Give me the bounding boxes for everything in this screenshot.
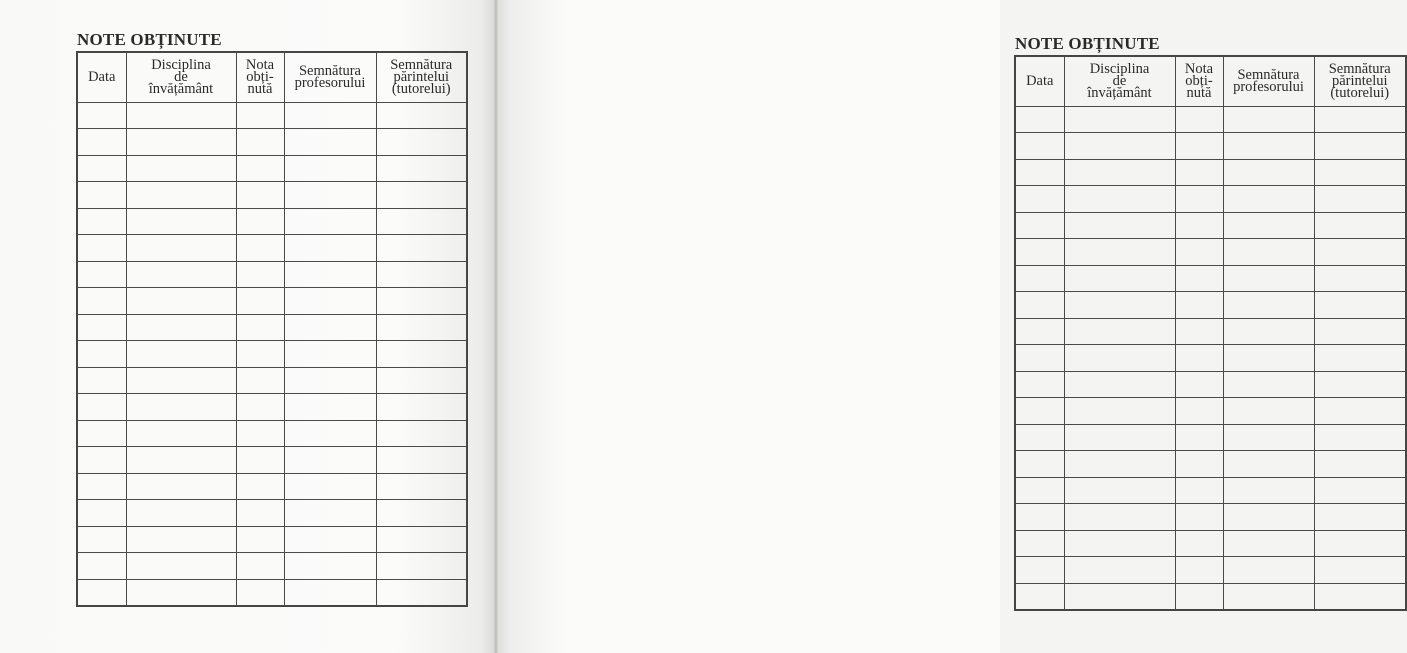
subject-cell[interactable] xyxy=(1064,424,1175,451)
parent-signature-cell[interactable] xyxy=(376,526,467,553)
column-header-subject xyxy=(126,52,236,102)
subject-cell[interactable] xyxy=(1064,477,1175,504)
header-line: Nota xyxy=(245,57,275,74)
date-cell[interactable] xyxy=(77,579,126,606)
grade-cell[interactable] xyxy=(1175,451,1223,478)
date-cell[interactable] xyxy=(77,102,126,129)
column-header-parent-signature xyxy=(376,52,467,102)
grade-cell[interactable] xyxy=(236,420,284,447)
date-cell[interactable] xyxy=(77,394,126,421)
column-header-teacher-signature xyxy=(284,52,376,102)
table-row xyxy=(1015,398,1406,425)
subject-cell[interactable] xyxy=(1064,212,1175,239)
table-row xyxy=(77,394,467,421)
date-cell[interactable] xyxy=(77,182,126,209)
teacher-signature-cell[interactable] xyxy=(1223,265,1314,292)
subject-cell[interactable] xyxy=(1064,292,1175,319)
grade-cell[interactable] xyxy=(236,553,284,580)
date-cell[interactable] xyxy=(1015,318,1064,345)
parent-signature-cell[interactable] xyxy=(376,129,467,156)
parent-signature-cell[interactable] xyxy=(376,420,467,447)
date-cell[interactable] xyxy=(77,208,126,235)
teacher-signature-cell[interactable] xyxy=(284,526,376,553)
subject-cell[interactable] xyxy=(126,394,236,421)
teacher-signature-cell[interactable] xyxy=(284,208,376,235)
teacher-signature-cell[interactable] xyxy=(1223,530,1314,557)
table-row xyxy=(1015,239,1406,266)
page-title: NOTE OBȚINUTE xyxy=(1015,34,1160,53)
grade-cell[interactable] xyxy=(236,341,284,368)
date-cell[interactable] xyxy=(1015,451,1064,478)
subject-cell[interactable] xyxy=(1064,557,1175,584)
teacher-signature-cell[interactable] xyxy=(1223,186,1314,213)
table-row xyxy=(77,129,467,156)
parent-signature-cell[interactable] xyxy=(376,314,467,341)
parent-signature-cell[interactable] xyxy=(1314,159,1406,186)
date-cell[interactable] xyxy=(1015,477,1064,504)
table-row xyxy=(1015,424,1406,451)
column-header-date xyxy=(77,52,126,102)
header-line: nută xyxy=(247,81,273,98)
column-header-subject xyxy=(1064,56,1175,106)
date-cell[interactable] xyxy=(77,341,126,368)
header-line: Semnătura xyxy=(298,63,361,80)
column-header-parent-signature xyxy=(1314,56,1406,106)
table-row xyxy=(1015,292,1406,319)
teacher-signature-cell[interactable] xyxy=(284,394,376,421)
date-cell[interactable] xyxy=(1015,557,1064,584)
parent-signature-cell[interactable] xyxy=(1314,583,1406,610)
left-page xyxy=(0,0,496,653)
date-cell[interactable] xyxy=(1015,159,1064,186)
parent-signature-cell[interactable] xyxy=(1314,212,1406,239)
grade-cell[interactable] xyxy=(236,155,284,182)
teacher-signature-cell[interactable] xyxy=(1223,477,1314,504)
date-cell[interactable] xyxy=(77,367,126,394)
parent-signature-cell[interactable] xyxy=(376,155,467,182)
date-cell[interactable] xyxy=(1015,583,1064,610)
parent-signature-cell[interactable] xyxy=(1314,424,1406,451)
table-header-row xyxy=(77,52,467,102)
grade-cell[interactable] xyxy=(236,394,284,421)
subject-cell[interactable] xyxy=(126,155,236,182)
table-row xyxy=(77,367,467,394)
grade-cell[interactable] xyxy=(236,367,284,394)
grade-cell[interactable] xyxy=(236,102,284,129)
date-cell[interactable] xyxy=(1015,345,1064,372)
parent-signature-cell[interactable] xyxy=(1314,345,1406,372)
parent-signature-cell[interactable] xyxy=(1314,133,1406,160)
table-row xyxy=(77,341,467,368)
date-cell[interactable] xyxy=(77,314,126,341)
teacher-signature-cell[interactable] xyxy=(284,500,376,527)
date-cell[interactable] xyxy=(1015,292,1064,319)
subject-cell[interactable] xyxy=(1064,186,1175,213)
table-header-row xyxy=(1015,56,1406,106)
subject-cell[interactable] xyxy=(1064,318,1175,345)
subject-cell[interactable] xyxy=(1064,239,1175,266)
subject-cell[interactable] xyxy=(1064,504,1175,531)
table-row xyxy=(77,447,467,474)
header-line: părintelui xyxy=(393,69,450,86)
subject-cell[interactable] xyxy=(126,553,236,580)
parent-signature-cell[interactable] xyxy=(376,102,467,129)
grade-cell[interactable] xyxy=(1175,265,1223,292)
table-row xyxy=(1015,159,1406,186)
header-line: profesorului xyxy=(294,75,366,92)
parent-signature-cell[interactable] xyxy=(376,208,467,235)
table-row xyxy=(77,473,467,500)
teacher-signature-cell[interactable] xyxy=(284,367,376,394)
date-cell[interactable] xyxy=(77,500,126,527)
parent-signature-cell[interactable] xyxy=(376,473,467,500)
header-line: obți- xyxy=(246,69,274,86)
header-line: nută xyxy=(1186,85,1212,102)
teacher-signature-cell[interactable] xyxy=(1223,371,1314,398)
parent-signature-cell[interactable] xyxy=(376,288,467,315)
table-row xyxy=(77,208,467,235)
date-cell[interactable] xyxy=(77,155,126,182)
teacher-signature-cell[interactable] xyxy=(284,155,376,182)
date-cell[interactable] xyxy=(1015,133,1064,160)
table-row xyxy=(1015,504,1406,531)
subject-cell[interactable] xyxy=(126,102,236,129)
parent-signature-cell[interactable] xyxy=(1314,292,1406,319)
date-cell[interactable] xyxy=(1015,265,1064,292)
table-row xyxy=(1015,212,1406,239)
teacher-signature-cell[interactable] xyxy=(1223,345,1314,372)
subject-cell[interactable] xyxy=(1064,133,1175,160)
subject-cell[interactable] xyxy=(126,579,236,606)
page-title: NOTE OBȚINUTE xyxy=(77,30,222,49)
table-row xyxy=(77,500,467,527)
grade-cell[interactable] xyxy=(1175,292,1223,319)
grade-cell[interactable] xyxy=(1175,186,1223,213)
table-row xyxy=(1015,265,1406,292)
date-cell[interactable] xyxy=(77,235,126,262)
header-line: (tutorelui) xyxy=(1330,85,1390,102)
teacher-signature-cell[interactable] xyxy=(1223,106,1314,133)
teacher-signature-cell[interactable] xyxy=(1223,212,1314,239)
table-row xyxy=(77,102,467,129)
header-line: profesorului xyxy=(1233,79,1304,96)
subject-cell[interactable] xyxy=(126,367,236,394)
grade-cell[interactable] xyxy=(236,526,284,553)
subject-cell[interactable] xyxy=(1064,398,1175,425)
teacher-signature-cell[interactable] xyxy=(1223,424,1314,451)
parent-signature-cell[interactable] xyxy=(1314,398,1406,425)
subject-cell[interactable] xyxy=(126,526,236,553)
parent-signature-cell[interactable] xyxy=(376,261,467,288)
subject-cell[interactable] xyxy=(1064,265,1175,292)
grade-cell[interactable] xyxy=(1175,557,1223,584)
subject-cell[interactable] xyxy=(126,473,236,500)
grades-table xyxy=(1014,55,1407,611)
table-row xyxy=(77,235,467,262)
table-row xyxy=(77,314,467,341)
subject-cell[interactable] xyxy=(126,235,236,262)
teacher-signature-cell[interactable] xyxy=(284,288,376,315)
table-row xyxy=(1015,106,1406,133)
table-row xyxy=(1015,557,1406,584)
date-cell[interactable] xyxy=(1015,504,1064,531)
parent-signature-cell[interactable] xyxy=(376,367,467,394)
parent-signature-cell[interactable] xyxy=(376,182,467,209)
grade-cell[interactable] xyxy=(1175,504,1223,531)
grade-cell[interactable] xyxy=(236,208,284,235)
parent-signature-cell[interactable] xyxy=(376,579,467,606)
column-header-grade xyxy=(1175,56,1223,106)
parent-signature-cell[interactable] xyxy=(376,394,467,421)
subject-cell[interactable] xyxy=(1064,451,1175,478)
table-body xyxy=(77,102,467,606)
date-cell[interactable] xyxy=(1015,398,1064,425)
subject-cell[interactable] xyxy=(126,129,236,156)
teacher-signature-cell[interactable] xyxy=(284,129,376,156)
teacher-signature-cell[interactable] xyxy=(284,447,376,474)
date-cell[interactable] xyxy=(77,473,126,500)
date-cell[interactable] xyxy=(1015,239,1064,266)
grade-cell[interactable] xyxy=(1175,424,1223,451)
column-header-teacher-signature xyxy=(1223,56,1314,106)
date-cell[interactable] xyxy=(77,261,126,288)
subject-cell[interactable] xyxy=(126,500,236,527)
grade-cell[interactable] xyxy=(236,261,284,288)
parent-signature-cell[interactable] xyxy=(1314,318,1406,345)
grade-cell[interactable] xyxy=(1175,318,1223,345)
header-line: Data xyxy=(1026,73,1054,90)
parent-signature-cell[interactable] xyxy=(1314,557,1406,584)
subject-cell[interactable] xyxy=(126,261,236,288)
teacher-signature-cell[interactable] xyxy=(1223,398,1314,425)
teacher-signature-cell[interactable] xyxy=(284,314,376,341)
teacher-signature-cell[interactable] xyxy=(1223,133,1314,160)
subject-cell[interactable] xyxy=(1064,345,1175,372)
grade-cell[interactable] xyxy=(1175,239,1223,266)
teacher-signature-cell[interactable] xyxy=(1223,239,1314,266)
teacher-signature-cell[interactable] xyxy=(1223,318,1314,345)
teacher-signature-cell[interactable] xyxy=(1223,504,1314,531)
grade-cell[interactable] xyxy=(236,447,284,474)
parent-signature-cell[interactable] xyxy=(376,553,467,580)
date-cell[interactable] xyxy=(77,129,126,156)
teacher-signature-cell[interactable] xyxy=(284,235,376,262)
teacher-signature-cell[interactable] xyxy=(1223,451,1314,478)
date-cell[interactable] xyxy=(1015,106,1064,133)
date-cell[interactable] xyxy=(77,288,126,315)
teacher-signature-cell[interactable] xyxy=(284,420,376,447)
column-header-grade xyxy=(236,52,284,102)
parent-signature-cell[interactable] xyxy=(1314,106,1406,133)
table-row xyxy=(77,579,467,606)
grade-cell[interactable] xyxy=(1175,212,1223,239)
subject-cell[interactable] xyxy=(126,208,236,235)
subject-cell[interactable] xyxy=(1064,106,1175,133)
right-page xyxy=(496,0,1391,653)
table-body xyxy=(1015,106,1406,610)
teacher-signature-cell[interactable] xyxy=(1223,583,1314,610)
table-row xyxy=(77,155,467,182)
date-cell[interactable] xyxy=(77,526,126,553)
table-row xyxy=(1015,133,1406,160)
date-cell[interactable] xyxy=(1015,530,1064,557)
table-row xyxy=(1015,583,1406,610)
teacher-signature-cell[interactable] xyxy=(1223,557,1314,584)
header-line: Semnătura xyxy=(1237,67,1300,84)
table-row xyxy=(77,182,467,209)
table-row xyxy=(1015,318,1406,345)
grade-cell[interactable] xyxy=(1175,106,1223,133)
date-cell[interactable] xyxy=(1015,371,1064,398)
parent-signature-cell[interactable] xyxy=(1314,530,1406,557)
table-row xyxy=(1015,451,1406,478)
teacher-signature-cell[interactable] xyxy=(284,182,376,209)
table-row xyxy=(1015,530,1406,557)
teacher-signature-cell[interactable] xyxy=(1223,159,1314,186)
table-row xyxy=(1015,371,1406,398)
subject-cell[interactable] xyxy=(126,314,236,341)
subject-cell[interactable] xyxy=(1064,371,1175,398)
date-cell[interactable] xyxy=(1015,212,1064,239)
teacher-signature-cell[interactable] xyxy=(284,553,376,580)
grade-cell[interactable] xyxy=(1175,583,1223,610)
header-line: Semnătura xyxy=(1328,61,1391,78)
header-line: Disciplina xyxy=(1089,61,1150,78)
header-line: Data xyxy=(88,69,116,86)
parent-signature-cell[interactable] xyxy=(376,341,467,368)
grade-cell[interactable] xyxy=(236,500,284,527)
teacher-signature-cell[interactable] xyxy=(284,261,376,288)
date-cell[interactable] xyxy=(77,447,126,474)
parent-signature-cell[interactable] xyxy=(376,235,467,262)
parent-signature-cell[interactable] xyxy=(376,447,467,474)
grade-cell[interactable] xyxy=(1175,477,1223,504)
grade-cell[interactable] xyxy=(236,129,284,156)
date-cell[interactable] xyxy=(77,420,126,447)
grade-cell[interactable] xyxy=(236,182,284,209)
grade-cell[interactable] xyxy=(1175,371,1223,398)
grade-cell[interactable] xyxy=(236,473,284,500)
teacher-signature-cell[interactable] xyxy=(284,473,376,500)
header-line: părintelui xyxy=(1331,73,1388,90)
header-line: obți- xyxy=(1185,73,1213,90)
grade-cell[interactable] xyxy=(1175,133,1223,160)
parent-signature-cell[interactable] xyxy=(376,500,467,527)
header-line: învățământ xyxy=(148,81,214,98)
header-line: de xyxy=(1112,73,1127,90)
grade-cell[interactable] xyxy=(1175,398,1223,425)
grade-cell[interactable] xyxy=(236,314,284,341)
subject-cell[interactable] xyxy=(1064,530,1175,557)
parent-signature-cell[interactable] xyxy=(1314,504,1406,531)
column-header-date xyxy=(1015,56,1064,106)
table-row xyxy=(77,288,467,315)
grade-cell[interactable] xyxy=(236,235,284,262)
header-line: Semnătura xyxy=(390,57,453,74)
book-gutter xyxy=(494,0,498,653)
parent-signature-cell[interactable] xyxy=(1314,186,1406,213)
table-row xyxy=(77,553,467,580)
parent-signature-cell[interactable] xyxy=(1314,371,1406,398)
header-line: Nota xyxy=(1184,61,1214,78)
subject-cell[interactable] xyxy=(126,420,236,447)
teacher-signature-cell[interactable] xyxy=(284,102,376,129)
table-row xyxy=(1015,345,1406,372)
parent-signature-cell[interactable] xyxy=(1314,239,1406,266)
grade-cell[interactable] xyxy=(1175,159,1223,186)
teacher-signature-cell[interactable] xyxy=(284,579,376,606)
header-line: de xyxy=(174,69,188,86)
grades-table xyxy=(76,51,468,607)
parent-signature-cell[interactable] xyxy=(1314,477,1406,504)
subject-cell[interactable] xyxy=(126,182,236,209)
table-row xyxy=(1015,477,1406,504)
subject-cell[interactable] xyxy=(1064,159,1175,186)
header-line: învățământ xyxy=(1087,85,1152,102)
grade-cell[interactable] xyxy=(236,579,284,606)
grade-cell[interactable] xyxy=(236,288,284,315)
subject-cell[interactable] xyxy=(126,288,236,315)
date-cell[interactable] xyxy=(1015,424,1064,451)
subject-cell[interactable] xyxy=(126,447,236,474)
header-line: Disciplina xyxy=(151,57,211,74)
teacher-signature-cell[interactable] xyxy=(284,341,376,368)
subject-cell[interactable] xyxy=(1064,583,1175,610)
teacher-signature-cell[interactable] xyxy=(1223,292,1314,319)
parent-signature-cell[interactable] xyxy=(1314,265,1406,292)
header-line: (tutorelui) xyxy=(391,81,451,98)
subject-cell[interactable] xyxy=(126,341,236,368)
table-row xyxy=(77,526,467,553)
grade-cell[interactable] xyxy=(1175,530,1223,557)
table-row xyxy=(1015,186,1406,213)
table-row xyxy=(77,420,467,447)
table-row xyxy=(77,261,467,288)
date-cell[interactable] xyxy=(1015,186,1064,213)
grade-cell[interactable] xyxy=(1175,345,1223,372)
parent-signature-cell[interactable] xyxy=(1314,451,1406,478)
date-cell[interactable] xyxy=(77,553,126,580)
